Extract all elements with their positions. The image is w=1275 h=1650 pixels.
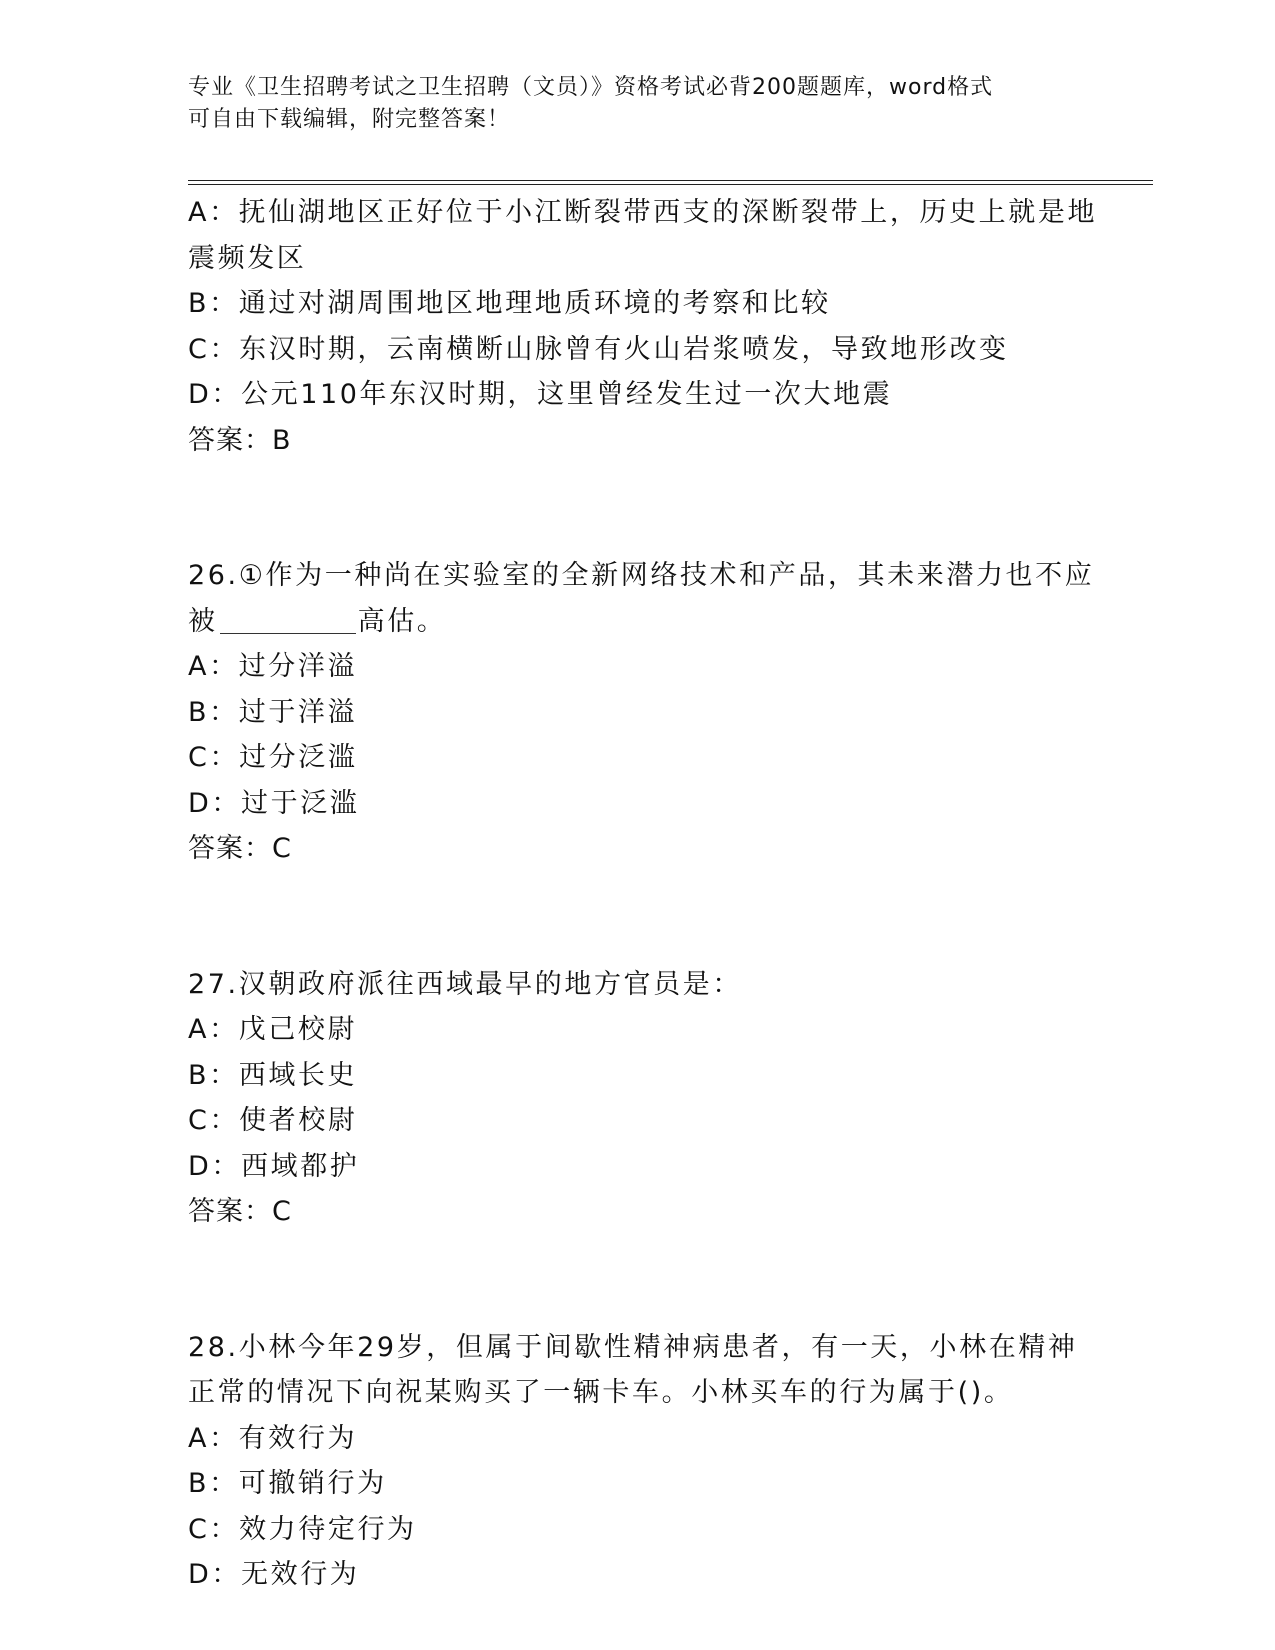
option-label: B： [188, 1468, 239, 1499]
option-text: 可撤销行为 [238, 1468, 387, 1499]
option-a-continued: 震频发区 [188, 242, 307, 274]
spacer [188, 463, 1088, 553]
question-28 [188, 1325, 1088, 1598]
option-text: 东汉时期，云南横断山脉曾有火山岩浆喷发，导致地形改变 [239, 333, 1009, 365]
option-text: 戊己校尉 [238, 1014, 358, 1045]
option-label: B： [188, 1059, 239, 1091]
option-text: 过分泛滥 [239, 742, 358, 773]
option-b [188, 281, 1088, 327]
option-b [188, 690, 1088, 736]
answer: 答案：B [188, 424, 292, 456]
header-line-2: 可自由下载编辑，附完整答案！ [188, 107, 511, 132]
answer: 答案：C [188, 833, 292, 864]
option-b [188, 1053, 1088, 1099]
header-divider-bottom [188, 184, 1153, 185]
option-b [188, 1461, 1088, 1507]
fill-blank [220, 603, 356, 634]
document-header [188, 72, 1088, 136]
option-c [188, 327, 1088, 373]
option-label: D： [188, 379, 241, 410]
question-stem-continued: 正常的情况下向祝某购买了一辆卡车。小林买车的行为属于()。 [188, 1377, 1014, 1408]
option-text: 公元110年东汉时期，这里曾经发生过一次大地震 [241, 379, 893, 410]
header-line-1: 专业《卫生招聘考试之卫生招聘（文员）》资格考试必背200题题库，word格式 [188, 75, 994, 100]
spacer [188, 1235, 1088, 1325]
stem-suffix: 高估。 [357, 605, 447, 637]
option-d [188, 1144, 1088, 1190]
option-a [188, 644, 1088, 690]
question-25-continued [188, 190, 1098, 463]
option-text: 西域都护 [241, 1150, 360, 1182]
option-label: A： [188, 651, 239, 682]
option-label: D： [188, 1150, 241, 1182]
option-label: C： [188, 333, 240, 365]
option-c [188, 1098, 1088, 1144]
spacer [188, 872, 1088, 962]
option-c [188, 1507, 1088, 1553]
option-label: D： [188, 787, 241, 819]
option-text: 有效行为 [238, 1422, 358, 1454]
option-text: 西域长史 [238, 1059, 358, 1091]
option-a [188, 1416, 1088, 1462]
question-stem-continued [188, 599, 1088, 645]
option-a [188, 190, 1098, 236]
option-label: B： [188, 288, 239, 319]
option-label: C： [188, 1513, 240, 1545]
option-d [188, 1552, 1088, 1598]
option-d [188, 372, 1088, 418]
answer: 答案：C [188, 1196, 292, 1227]
option-text: 效力待定行为 [239, 1513, 417, 1545]
question-stem: 27.汉朝政府派往西域最早的地方官员是： [188, 968, 742, 1000]
question-26 [188, 553, 1095, 872]
question-stem: 28.小林今年29岁，但属于间歇性精神病患者，有一天，小林在精神 [188, 1331, 1078, 1363]
question-stem: 26.①作为一种尚在实验室的全新网络技术和产品，其未来潜力也不应 [188, 560, 1095, 591]
option-text: 过于泛滥 [241, 787, 360, 819]
option-label: B： [188, 696, 239, 728]
document-body [188, 190, 1098, 1598]
option-text: 通过对湖周围地区地理地质环境的考察和比较 [238, 288, 831, 319]
option-text: 使者校尉 [239, 1105, 358, 1136]
option-label: A： [188, 1014, 239, 1045]
option-c [188, 735, 1088, 781]
option-a [188, 1007, 1088, 1053]
option-label: C： [188, 1105, 240, 1136]
option-text: 过于洋溢 [238, 696, 358, 728]
option-text: 过分洋溢 [238, 651, 358, 682]
option-label: C： [188, 742, 240, 773]
question-27 [188, 962, 1088, 1235]
option-label: A： [188, 1422, 239, 1454]
stem-prefix: 被 [188, 605, 218, 637]
option-text: 抚仙湖地区正好位于小江断裂带西支的深断裂带上，历史上就是地 [238, 197, 1098, 228]
option-d [188, 781, 1088, 827]
header-divider-top [188, 180, 1153, 181]
option-text: 无效行为 [241, 1559, 360, 1590]
option-label: D： [188, 1559, 241, 1590]
option-label: A： [188, 197, 239, 228]
